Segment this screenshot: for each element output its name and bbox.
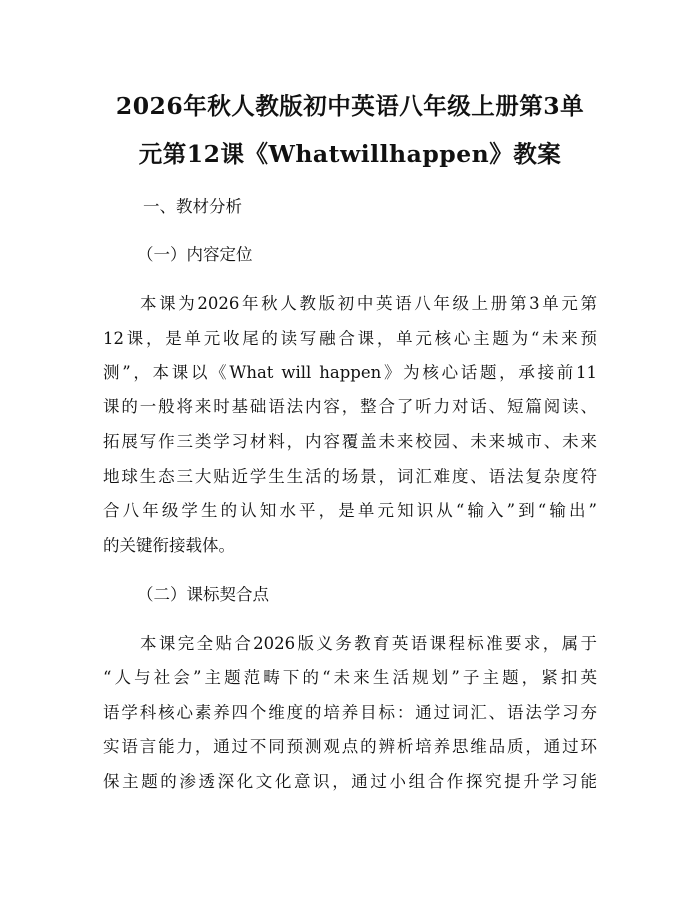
section-heading-analysis: 一、教材分析 xyxy=(143,197,242,216)
paragraph-line: 语学科核心素养四个维度的培养目标：通过词汇、语法学习夯 xyxy=(103,703,597,722)
paragraph-line: 的关键衔接载体。 xyxy=(103,536,235,555)
document-title-line-2: 元第12课《Whatwillhappen》教案 xyxy=(138,140,562,168)
paragraph-line: 保主题的渗透深化文化意识，通过小组合作探究提升学习能 xyxy=(103,772,597,791)
paragraph-line: 12课，是单元收尾的读写融合课，单元核心主题为“未来预 xyxy=(103,329,597,348)
paragraph-line: 实语言能力，通过不同预测观点的辨析培养思维品质，通过环 xyxy=(103,737,597,756)
paragraph-line: 测”，本课以《What will happen》为核心话题，承接前11 xyxy=(103,363,597,382)
document-title-line-1: 2026年秋人教版初中英语八年级上册第3单 xyxy=(115,92,585,120)
paragraph-line: 本课完全贴合2026版义务教育英语课程标准要求，属于 xyxy=(140,634,597,653)
paragraph-line: 课的一般将来时基础语法内容，整合了听力对话、短篇阅读、 xyxy=(103,397,597,416)
paragraph-line: 本课为2026年秋人教版初中英语八年级上册第3单元第 xyxy=(140,294,597,313)
paragraph-line: 地球生态三大贴近学生生活的场景，词汇难度、语法复杂度符 xyxy=(103,467,597,486)
subsection-heading-standards: （二）课标契合点 xyxy=(137,585,269,604)
paragraph-line: 合八年级学生的认知水平，是单元知识从“输入”到“输出” xyxy=(103,501,597,520)
paragraph-line: 拓展写作三类学习材料，内容覆盖未来校园、未来城市、未来 xyxy=(103,432,597,451)
paragraph-line: “人与社会”主题范畴下的“未来生活规划”子主题，紧扣英 xyxy=(103,668,597,687)
subsection-heading-content: （一）内容定位 xyxy=(137,245,253,264)
